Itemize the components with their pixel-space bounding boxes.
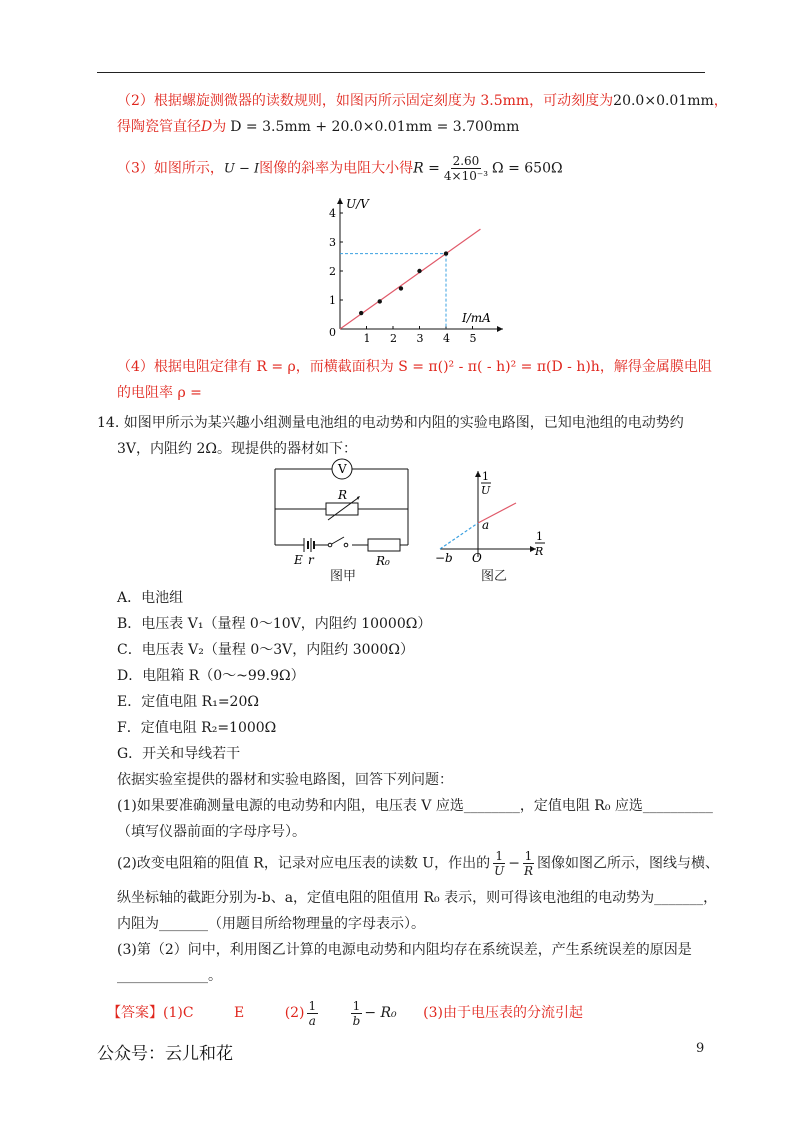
part2-var: D — [201, 119, 213, 135]
y-tick-label: 1 — [329, 294, 336, 307]
q14-number: 14. — [97, 415, 120, 431]
option-g: G．开关和导线若干 — [117, 746, 241, 762]
answer-1b: E — [234, 1005, 245, 1021]
part2-text-b: 得陶瓷管直径 — [117, 119, 201, 135]
part2-value: 20.0×0.01mm — [613, 93, 714, 109]
answer-2b-den: b — [352, 1013, 361, 1028]
footer-text: 公众号：云儿和花 — [97, 1044, 233, 1064]
sub2-dash: − — [508, 855, 520, 872]
answer-2b-frac — [351, 999, 363, 1028]
part2-line2 — [117, 117, 519, 137]
emf-label: E — [294, 553, 303, 567]
option-d: D．电阻箱 R（0～~99.9Ω） — [117, 668, 305, 684]
answer-1: (1)C — [163, 1005, 194, 1021]
sub2-text-a: (2)改变电阻箱的阻值 R，记录对应电压表的读数 U，作出的 — [117, 855, 491, 872]
sub2-frac-r — [522, 849, 535, 878]
option-f: F．定值电阻 R₂=1000Ω — [117, 720, 277, 736]
answer-2-num: 1 — [308, 998, 317, 1013]
sub2-frac-r-num: 1 — [524, 849, 533, 863]
part3-axes: U − I — [223, 161, 260, 177]
page-number: 9 — [696, 1041, 705, 1056]
graph2-origin: O — [472, 551, 482, 565]
sub2-text-b: 图像如图乙所示，图线与横、 — [536, 855, 719, 872]
sub3-line1: (3)第（2）问中，利用图乙计算的电源电动势和内阻均存在系统误差，产生系统误差的原因是 — [117, 942, 692, 958]
caption-yi: 图乙 — [481, 569, 508, 584]
sub2-frac-r-den: R — [523, 864, 533, 878]
data-point — [417, 269, 421, 273]
sub2-line2: 纵坐标轴的截距分别为-b、a，定值电阻的阻值用 R₀ 表示，则可得该电池组的电动势为_______， — [117, 890, 718, 906]
graph2-y-num: 1 — [482, 470, 489, 483]
resistor-label: R₀ — [376, 554, 390, 568]
graph2-extrapolation — [440, 523, 478, 549]
ui-graph-xlabel: I/mA — [462, 311, 491, 325]
x-tick-label: 1 — [363, 332, 371, 345]
answer-2-prefix: (2) — [284, 1005, 305, 1021]
internal-label: r — [308, 553, 314, 567]
ui-graph-ylabel: U/V — [346, 197, 369, 211]
x-tick-label: 4 — [443, 332, 450, 345]
y-tick-label: 3 — [329, 236, 336, 249]
x-tick-label: 3 — [416, 332, 424, 345]
sub2-line3: 内阻为_______（用题目所给物理量的字母表示）。 — [117, 916, 425, 932]
data-point — [399, 286, 403, 290]
answer-2-den: a — [308, 1013, 316, 1028]
option-c: C．电压表 V₂（量程 0～3V，内阻约 3000Ω） — [117, 642, 414, 658]
option-e: E．定值电阻 R₁=20Ω — [117, 694, 259, 710]
voltmeter-label: V — [338, 462, 347, 476]
part3-text-b: 图像的斜率为电阻大小得 — [259, 160, 414, 177]
sub1-line1: (1)如果要准确测量电源的电动势和内阻，电压表 V 应选________，定值电阻 R₀ 应选__________ — [117, 798, 713, 814]
sub2-frac-u-den: U — [494, 864, 505, 878]
graph2-y-den: U — [481, 484, 491, 497]
answer-label: 【答案】 — [107, 1005, 163, 1021]
sub2-frac-u — [492, 849, 506, 878]
caption-jia: 图甲 — [330, 569, 357, 584]
answer-2b-tail: − R₀ — [364, 1005, 397, 1021]
part3-frac-den: 4×10⁻³ — [443, 169, 489, 183]
part3-frac-num: 2.60 — [452, 154, 480, 168]
y-tick-label: 4 — [329, 207, 336, 220]
answer-3: (3)由于电压表的分流引起 — [423, 1005, 583, 1021]
data-point — [378, 299, 382, 303]
data-point — [359, 311, 363, 315]
part2-equation: D = 3.5mm + 20.0×0.01mm = 3.700mm — [230, 119, 520, 135]
graph2-intercept-a: a — [482, 518, 490, 532]
part3-eq-rhs: Ω = 650Ω — [492, 160, 563, 177]
x-tick-label: 2 — [390, 332, 397, 345]
graph2-x-den: R — [535, 545, 544, 558]
ui-graph-origin: 0 — [329, 326, 336, 339]
graph2-x-num: 1 — [536, 530, 543, 543]
ui-graph — [310, 195, 510, 345]
part4-line2: 的电阻率 ρ = — [117, 385, 202, 401]
part2-line1 — [117, 91, 728, 111]
rheostat-label: R — [338, 488, 348, 502]
part3-eq-lhs: R = — [413, 160, 440, 177]
x-tick-label: 5 — [469, 332, 477, 345]
circuit-diagram — [268, 455, 418, 570]
part3-text-a: （3）如图所示， — [117, 160, 224, 177]
graph-2 — [432, 465, 552, 565]
option-b: B．电压表 V₁（量程 0～10V，内阻约 10000Ω） — [117, 616, 432, 632]
y-tick-label: 2 — [329, 265, 336, 278]
q14-line1 — [97, 413, 684, 433]
sub3-line2: _____________。 — [117, 968, 222, 984]
graph2-intercept-b: −b — [435, 551, 453, 565]
resistor-r0 — [368, 539, 400, 551]
q14-line2: 3V，内阻约 2Ω。现提供的器材如下： — [117, 441, 357, 457]
header-rule — [97, 72, 705, 73]
part3-line — [117, 154, 563, 183]
rheostat — [326, 503, 358, 515]
answer-line — [107, 997, 583, 1029]
part3-fraction — [442, 154, 490, 183]
part4-line1: （4）根据电阻定律有 R = ρ，而横截面积为 S = π()² - π( - h)² = π(D - h)h，解得金属膜电阻 — [117, 359, 712, 375]
data-point — [444, 251, 448, 255]
sub2-frac-u-num: 1 — [495, 849, 503, 863]
part2-text-a: （2）根据螺旋测微器的读数规则，如图丙所示固定刻度为 3.5mm，可动刻度为 — [117, 93, 614, 109]
answer-2-frac — [307, 999, 319, 1028]
instructions: 依据实验室提供的器材和实验电路图，回答下列问题： — [117, 772, 453, 788]
sub2-line1 — [117, 849, 719, 878]
part2-text-c: 为 — [212, 119, 227, 135]
switch — [330, 537, 344, 545]
answer-2b-num: 1 — [352, 998, 361, 1013]
q14-text1: 如图甲所示为某兴趣小组测量电池组的电动势和内阻的实验电路图，已知电池组的电动势约 — [123, 415, 684, 431]
sub1-line2: （填写仪器前面的字母序号）。 — [117, 824, 306, 840]
part2-comma: ， — [713, 93, 728, 109]
option-a: A．电池组 — [117, 590, 184, 606]
